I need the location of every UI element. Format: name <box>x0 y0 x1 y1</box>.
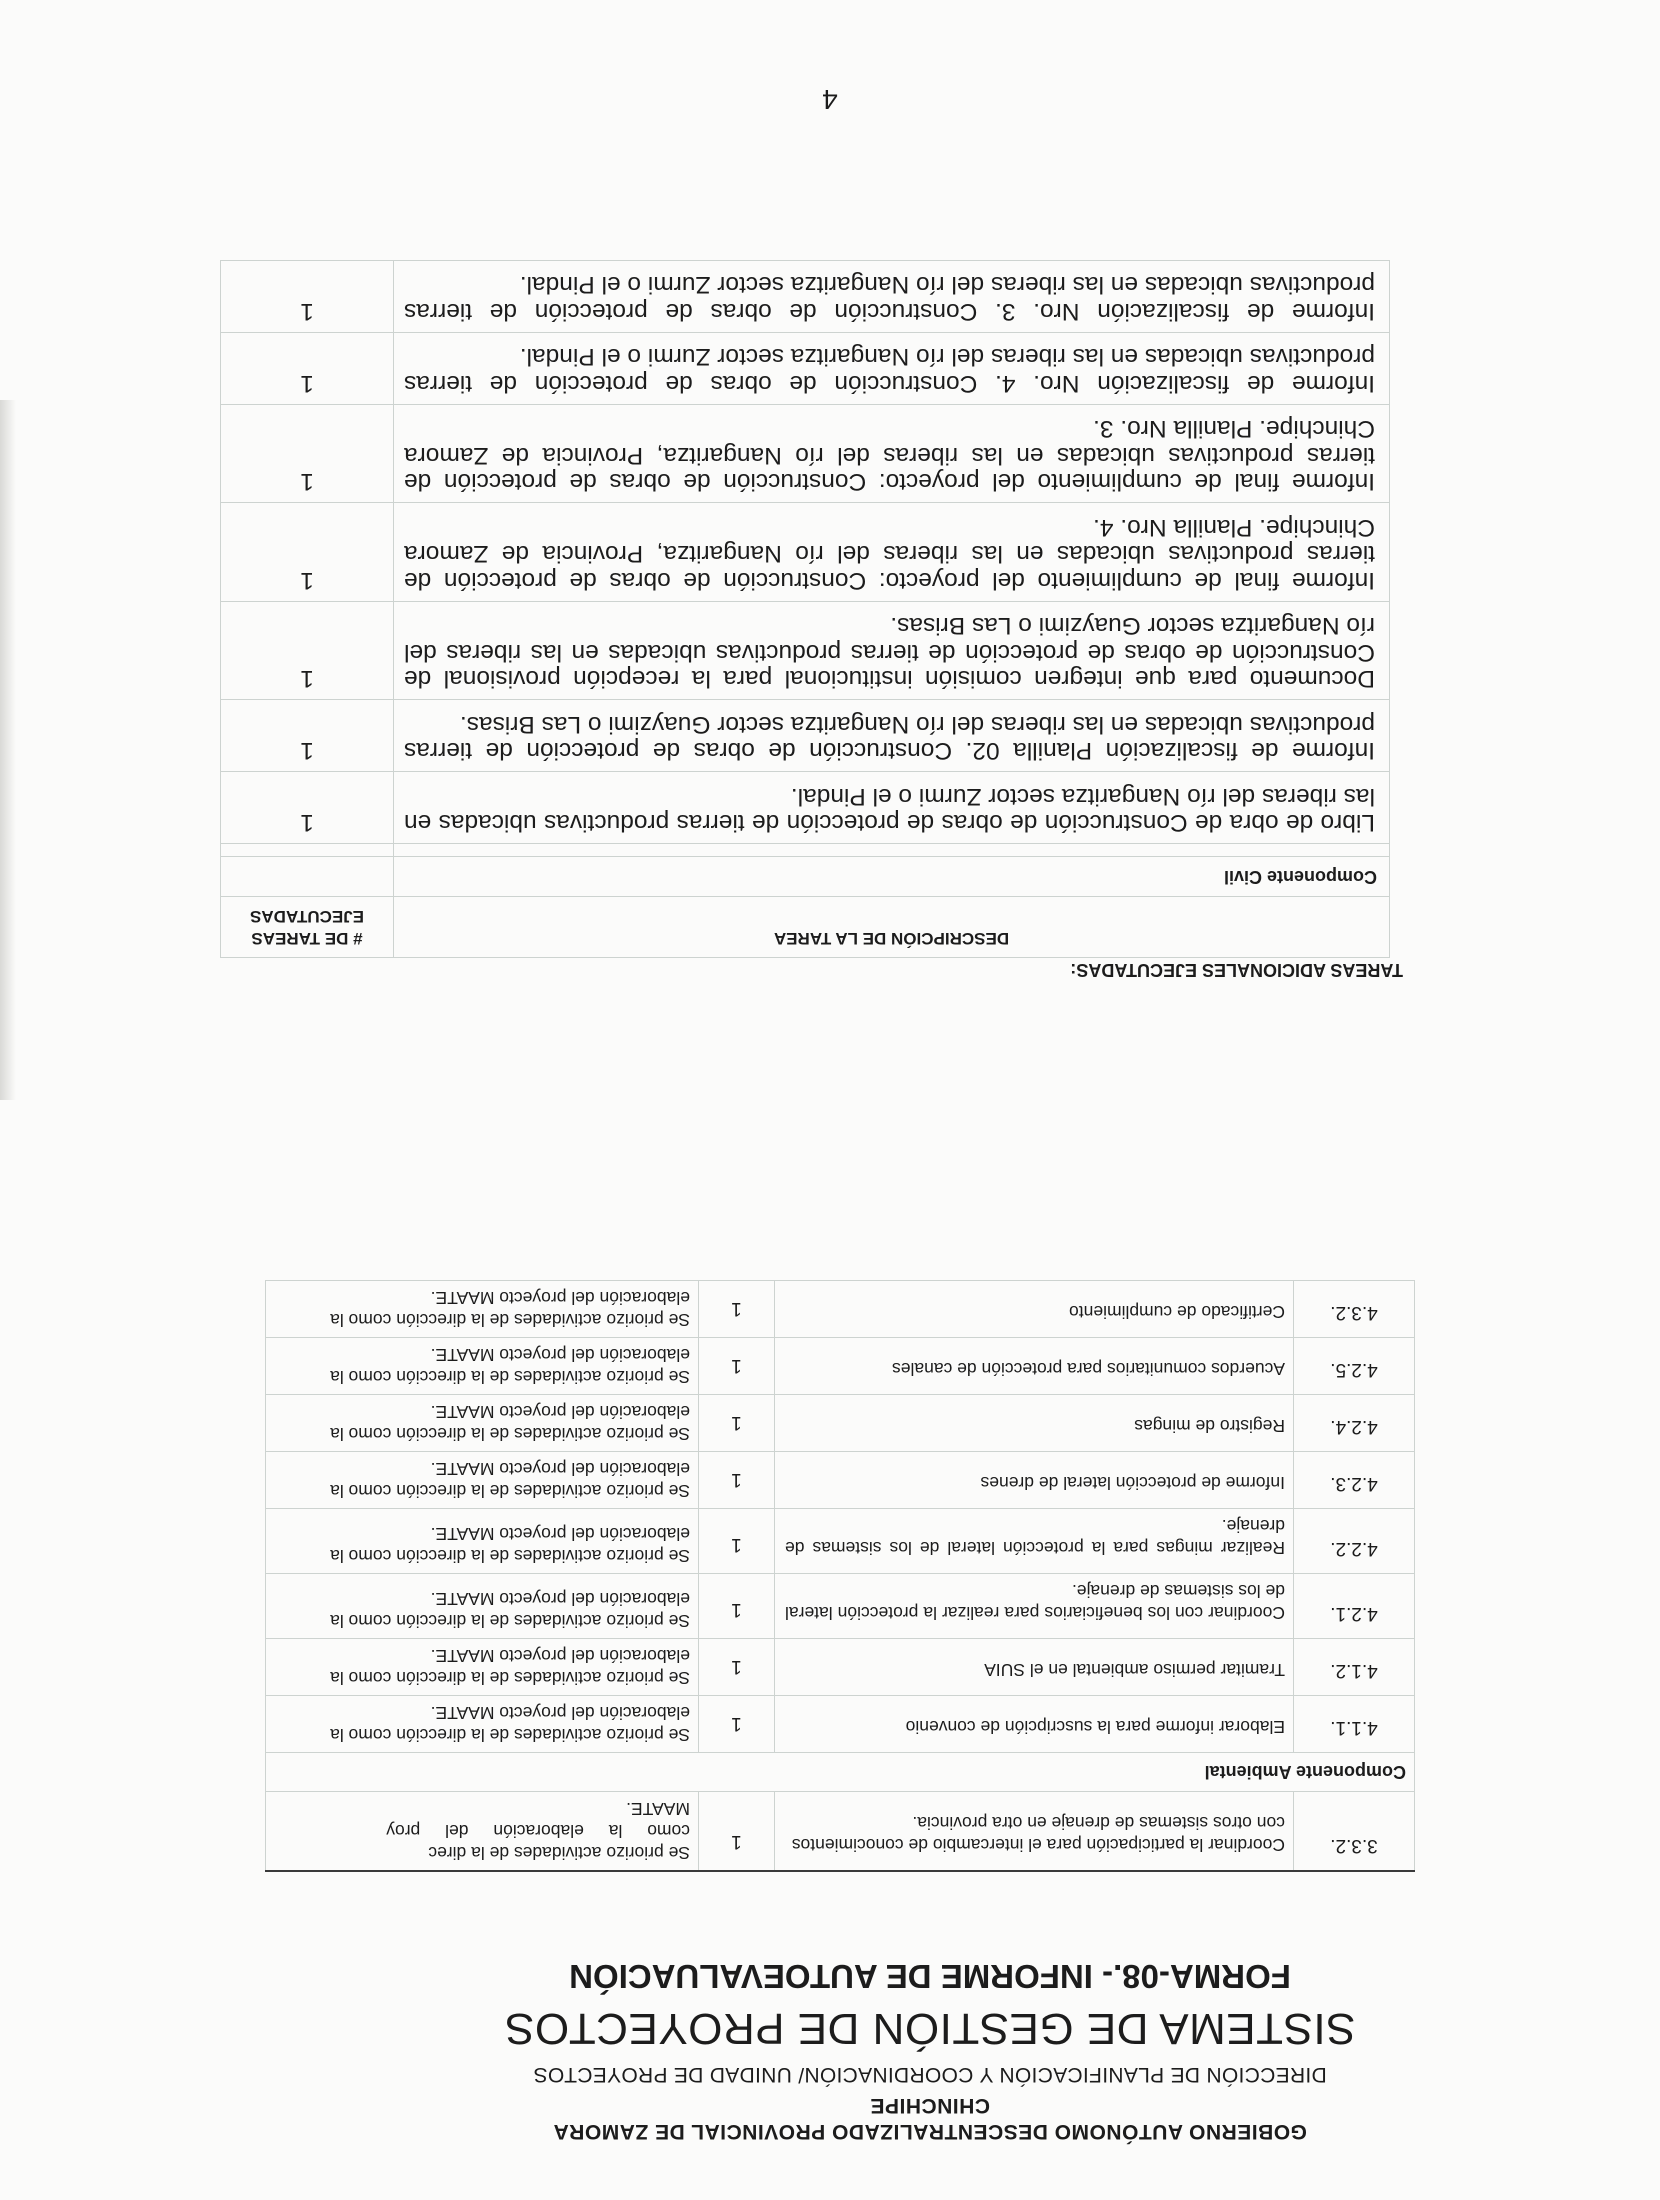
empty-cell <box>221 844 394 857</box>
task-code: 4.2.5. <box>1294 1338 1415 1395</box>
table-row <box>266 1395 1415 1452</box>
table-row <box>221 503 1390 602</box>
component-label: Componente Civil <box>394 857 1390 897</box>
additional-tasks-title: TAREAS ADICIONALES EJECUTADAS: <box>1070 960 1403 980</box>
table-row <box>266 1509 1415 1574</box>
task-description: Certificado de cumplimiento <box>775 1281 1294 1338</box>
additional-task-description: Informe final de cumplimiento del proyecto: Construcción de obras de protección de tierras productivas ubicadas en las riberas del río Nangaritza, Provincia de Zamora Chinchipe. Planilla Nro. 4. <box>394 503 1390 602</box>
task-observation: Se priorizo actividades de la dirección como la elaboración del proyecto MAATE. <box>266 1509 699 1574</box>
task-description: Informe de protección lateral de drenes <box>775 1452 1294 1509</box>
task-description: Registro de mingas <box>775 1395 1294 1452</box>
task-observation: Se priorizo actividades de la dirección como la elaboración del proyecto MAATE. <box>266 1574 699 1639</box>
task-count: 1 <box>699 1696 775 1753</box>
task-code: 4.2.1. <box>1294 1574 1415 1639</box>
additional-task-description: Informe final de cumplimiento del proyecto: Construcción de obras de protección de tierras productivas ubicadas en las riberas del río Nangaritza, Provincia de Zamora Chinchipe. Planilla Nro. 3. <box>394 405 1390 504</box>
table-row <box>221 602 1390 701</box>
task-count: 1 <box>699 1509 775 1574</box>
task-count: 1 <box>699 1452 775 1509</box>
task-code: 4.1.2. <box>1294 1639 1415 1696</box>
task-code: 4.1.1. <box>1294 1696 1415 1753</box>
table-row <box>266 1639 1415 1696</box>
table-header-row <box>221 897 1390 958</box>
task-observation: Se priorizo actividades de la dirección como la elaboración del proyecto MAATE. <box>266 1696 699 1753</box>
direction-name: DIRECCIÓN DE PLANIFICACIÓN Y COORDINACIÓN/ UNIDAD DE PROYECTOS <box>533 2063 1327 2086</box>
org-name-line2: CHINCHIPE <box>870 2094 991 2117</box>
table-row <box>266 1574 1415 1639</box>
additional-task-count: 1 <box>221 602 394 701</box>
table-row <box>266 1338 1415 1395</box>
page-number: 4 <box>822 84 838 115</box>
additional-task-description: Informe de fiscalización Nro. 4. Construcción de obras de protección de tierras productivas ubicadas en las riberas del río Nangaritza sector Zurmi o el Pindal. <box>394 333 1390 405</box>
additional-task-description: Documento para que integren comisión institucional para la recepción provisional de Construcción de obras de protección de tierras productivas ubicadas en las riberas del río Nangaritza sector Guayzimi o Las Brisas. <box>394 602 1390 701</box>
document-header <box>455 1956 1405 2144</box>
table-row <box>266 1452 1415 1509</box>
table-row <box>221 405 1390 504</box>
additional-task-count: 1 <box>221 261 394 333</box>
task-code: 4.2.3. <box>1294 1452 1415 1509</box>
column-header-description: DESCRIPCIÓN DE LA TAREA <box>394 897 1390 958</box>
task-code: 3.3.2. <box>1294 1792 1415 1872</box>
additional-task-count: 1 <box>221 700 394 772</box>
task-description: Tramitar permiso ambiental en el SUIA <box>775 1639 1294 1696</box>
task-description: Acuerdos comunitarios para protección de canales <box>775 1338 1294 1395</box>
observation-line: MAATE. <box>626 1799 690 1819</box>
additional-task-count: 1 <box>221 503 394 602</box>
task-description: Coordinar la participación para el intercambio de conocimientos con otros sistemas de drenaje en otra provincia. <box>775 1792 1294 1872</box>
component-label: Componente Ambiental <box>266 1753 1415 1792</box>
task-count: 1 <box>699 1338 775 1395</box>
page-edge-shadow <box>0 400 16 1100</box>
component-row <box>221 857 1390 897</box>
table-row <box>266 1792 1415 1872</box>
additional-tasks-table <box>220 260 1390 958</box>
additional-task-count: 1 <box>221 772 394 844</box>
task-code: 4.2.2. <box>1294 1509 1415 1574</box>
task-count: 1 <box>699 1792 775 1872</box>
task-description: Elaborar informe para la suscripción de convenio <box>775 1696 1294 1753</box>
task-description: Coordinar con los beneficiarios para realizar la protección lateral de los sistemas de drenaje. <box>775 1574 1294 1639</box>
task-count: 1 <box>699 1395 775 1452</box>
task-count: 1 <box>699 1281 775 1338</box>
table-row <box>266 1281 1415 1338</box>
task-observation: Se priorizo actividades de la dirección como la elaboración del proyecto MAATE. <box>266 1338 699 1395</box>
task-code: 4.2.4. <box>1294 1395 1415 1452</box>
tasks-table <box>265 1280 1415 1872</box>
org-name-line1: GOBIERNO AUTÓNOMO DESCENTRALIZADO PROVINCIAL DE ZAMORA <box>553 2120 1307 2143</box>
system-title: SISTEMA DE GESTIÓN DE PROYECTOS <box>504 2004 1356 2053</box>
additional-task-description: Informe de fiscalización Planilla 02. Construcción de obras de protección de tierras productivas ubicadas en las riberas del río Nangaritza sector Guayzimi o Las Brisas. <box>394 700 1390 772</box>
table-row <box>266 1696 1415 1753</box>
additional-task-count: 1 <box>221 405 394 504</box>
empty-cell <box>394 844 1390 857</box>
task-observation: Se priorizo actividades de la dirección como la elaboración del proyecto MAATE. <box>266 1639 699 1696</box>
task-count: 1 <box>699 1574 775 1639</box>
task-observation: Se priorizo actividades de la dirección como la elaboración del proyecto MAATE. <box>266 1281 699 1338</box>
org-name <box>455 2092 1405 2144</box>
observation-line: como la elaboración del proy <box>386 1821 690 1841</box>
observation-line: Se priorizo actividades de la direc <box>428 1843 690 1863</box>
additional-task-count: 1 <box>221 333 394 405</box>
task-observation <box>266 1792 699 1872</box>
task-description: Realizar mingas para la protección lateral de los sistemas de drenaje. <box>775 1509 1294 1574</box>
column-header-count: # DE TAREAS EJECUTADAS <box>221 897 394 958</box>
table-row <box>221 261 1390 333</box>
additional-task-description: Informe de fiscalización Nro. 3. Construcción de obras de protección de tierras productivas ubicadas en las riberas del río Nangaritza sector Zurmi o el Pindal. <box>394 261 1390 333</box>
table-row <box>221 772 1390 844</box>
component-row <box>266 1753 1415 1792</box>
task-observation: Se priorizo actividades de la dirección como la elaboración del proyecto MAATE. <box>266 1395 699 1452</box>
empty-cell <box>221 857 394 897</box>
form-title: FORMA-08.- INFORME DE AUTOEVALUACIÓN <box>569 1958 1291 1995</box>
task-count: 1 <box>699 1639 775 1696</box>
empty-row <box>221 844 1390 857</box>
table-row <box>221 700 1390 772</box>
task-code: 4.3.2. <box>1294 1281 1415 1338</box>
table-row <box>221 333 1390 405</box>
additional-task-description: Libro de obra de Construcción de obras de protección de tierras productivas ubicadas en las riberas del río Nangaritza sector Zurmi o el Pindal. <box>394 772 1390 844</box>
task-observation: Se priorizo actividades de la dirección como la elaboración del proyecto MAATE. <box>266 1452 699 1509</box>
